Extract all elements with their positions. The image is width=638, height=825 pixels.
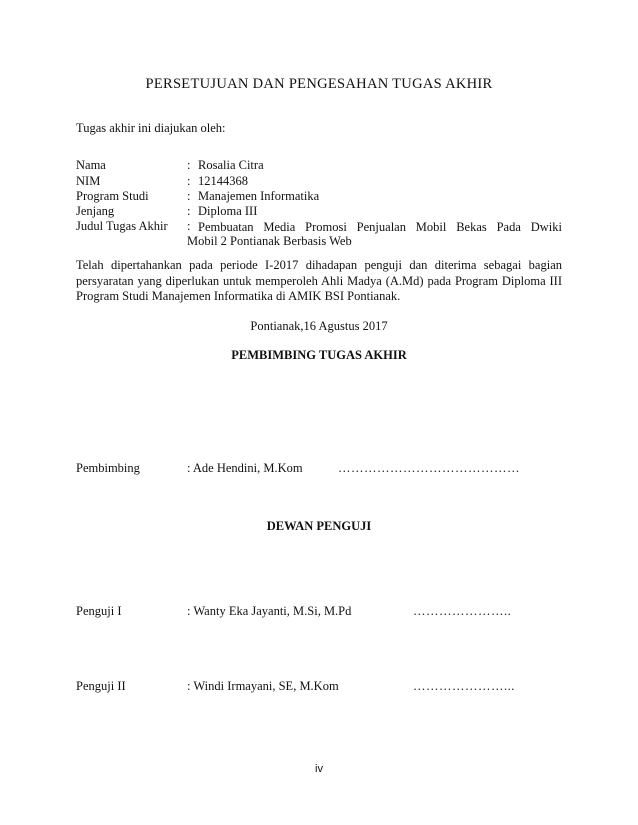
place-date: Pontianak,16 Agustus 2017 — [250, 319, 388, 333]
judul-label: Judul Tugas Akhir — [76, 219, 168, 233]
name-value: Rosalia Citra — [198, 158, 264, 172]
statement-line-2: persyaratan yang diperlukan untuk memperoleh Ahli Madya (A.Md) pada Program Diploma III — [76, 274, 562, 288]
examiner1-label: Penguji I — [76, 604, 122, 618]
examiner1-signature-line: ………………….. — [413, 604, 512, 618]
nim-label: NIM — [76, 174, 101, 188]
jenjang-colon: : — [187, 204, 191, 218]
nim-value: 12144368 — [198, 174, 248, 188]
page-number: iv — [315, 763, 323, 775]
prodi-label: Program Studi — [76, 189, 149, 203]
advisor-heading: PEMBIMBING TUGAS AKHIR — [231, 348, 407, 362]
examiner-heading: DEWAN PENGUJI — [266, 519, 372, 533]
nim-colon: : — [187, 174, 191, 188]
statement-line-1: Telah dipertahankan pada periode I-2017 dihadapan penguji dan diterima sebagai bagian — [76, 258, 562, 272]
name-label: Nama — [76, 158, 106, 172]
advisor-label: Pembimbing — [76, 461, 140, 475]
prodi-value: Manajemen Informatika — [198, 189, 320, 203]
examiner2-signature-line: …………………... — [413, 679, 515, 693]
examiner1-name: : Wanty Eka Jayanti, M.Si, M.Pd — [187, 604, 352, 618]
jenjang-label: Jenjang — [76, 204, 115, 218]
examiner2-name: : Windi Irmayani, SE, M.Kom — [187, 679, 339, 693]
jenjang-value: Diploma III — [198, 204, 258, 218]
judul-value-line1: Pembuatan Media Promosi Penjualan Mobil Bekas Pada Dwiki — [198, 220, 562, 234]
statement-line-3: Program Studi Manajemen Informatika di AMIK BSI Pontianak. — [76, 289, 401, 303]
intro-text: Tugas akhir ini diajukan oleh: — [76, 121, 226, 135]
page-title: PERSETUJUAN DAN PENGESAHAN TUGAS AKHIR — [145, 76, 493, 92]
advisor-name: : Ade Hendini, M.Kom — [187, 461, 303, 475]
judul-colon: : — [187, 219, 191, 233]
judul-value-line2: Mobil 2 Pontianak Berbasis Web — [187, 234, 352, 248]
prodi-colon: : — [187, 189, 191, 203]
advisor-signature-line: …………………………………… — [338, 461, 520, 475]
examiner2-label: Penguji II — [76, 679, 126, 693]
name-colon: : — [187, 158, 191, 172]
